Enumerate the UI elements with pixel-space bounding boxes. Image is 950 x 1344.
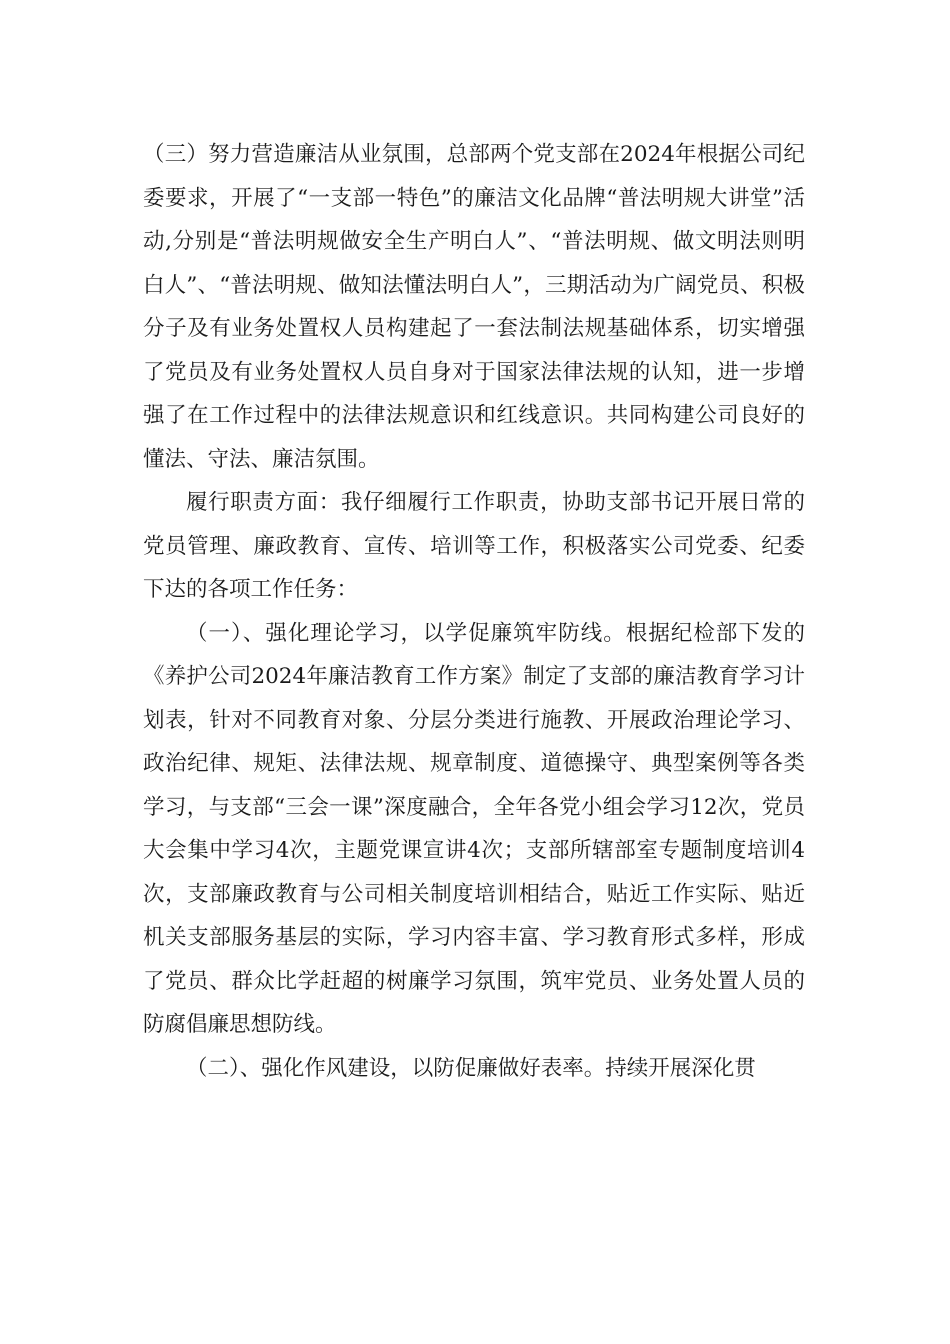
paragraph-theory-study: （一）、强化理论学习，以学促廉筑牢防线。根据纪检部下发的《养护公司2024年廉洁教育工作方案》制定了支部的廉洁教育学习计划表，针对不同教育对象、分层分类进行施教、开展政治理论学习、政治纪律、规矩、法律法规、规章制度、道德操守、典型案例等各类学习，与支部“三会一课”深度融合，全年各党小组会学习12次，党员大会集中学习4次，主题党课宣讲4次；支部所辖部室专题制度培训4次，支部廉政教育与公司相关制度培训相结合，贴近工作实际、贴近机关支部服务基层的实际，学习内容丰富、学习教育形式多样，形成了党员、群众比学赶超的树廉学习氛围，筑牢党员、业务处置人员的防腐倡廉思想防线。 bbox=[143, 620, 805, 1037]
paragraph-work-style: （二）、强化作风建设，以防促廉做好表率。持续开展深化贯 bbox=[186, 1055, 756, 1081]
document-body bbox=[143, 133, 805, 1090]
paragraph-duties: 履行职责方面：我仔细履行工作职责，协助支部书记开展日常的党员管理、廉政教育、宣传、培训等工作，积极落实公司党委、纪委下达的各项工作任务： bbox=[143, 490, 805, 602]
paragraph-atmosphere: （三）努力营造廉洁从业氛围，总部两个党支部在2024年根据公司纪委要求，开展了“一支部一特色”的廉洁文化品牌“普法明规大讲堂”活动,分别是“普法明规做安全生产明白人”、“普法明规、做文明法则明白人”、“普法明规、做知法懂法明白人”，三期活动为广阔党员、积极分子及有业务处置权人员构建起了一套法制法规基础体系，切实增强了党员及有业务处置权人员自身对于国家法律法规的认知，进一步增强了在工作过程中的法律法规意识和红线意识。共同构建公司良好的懂法、守法、廉洁氛围。 bbox=[143, 142, 806, 472]
